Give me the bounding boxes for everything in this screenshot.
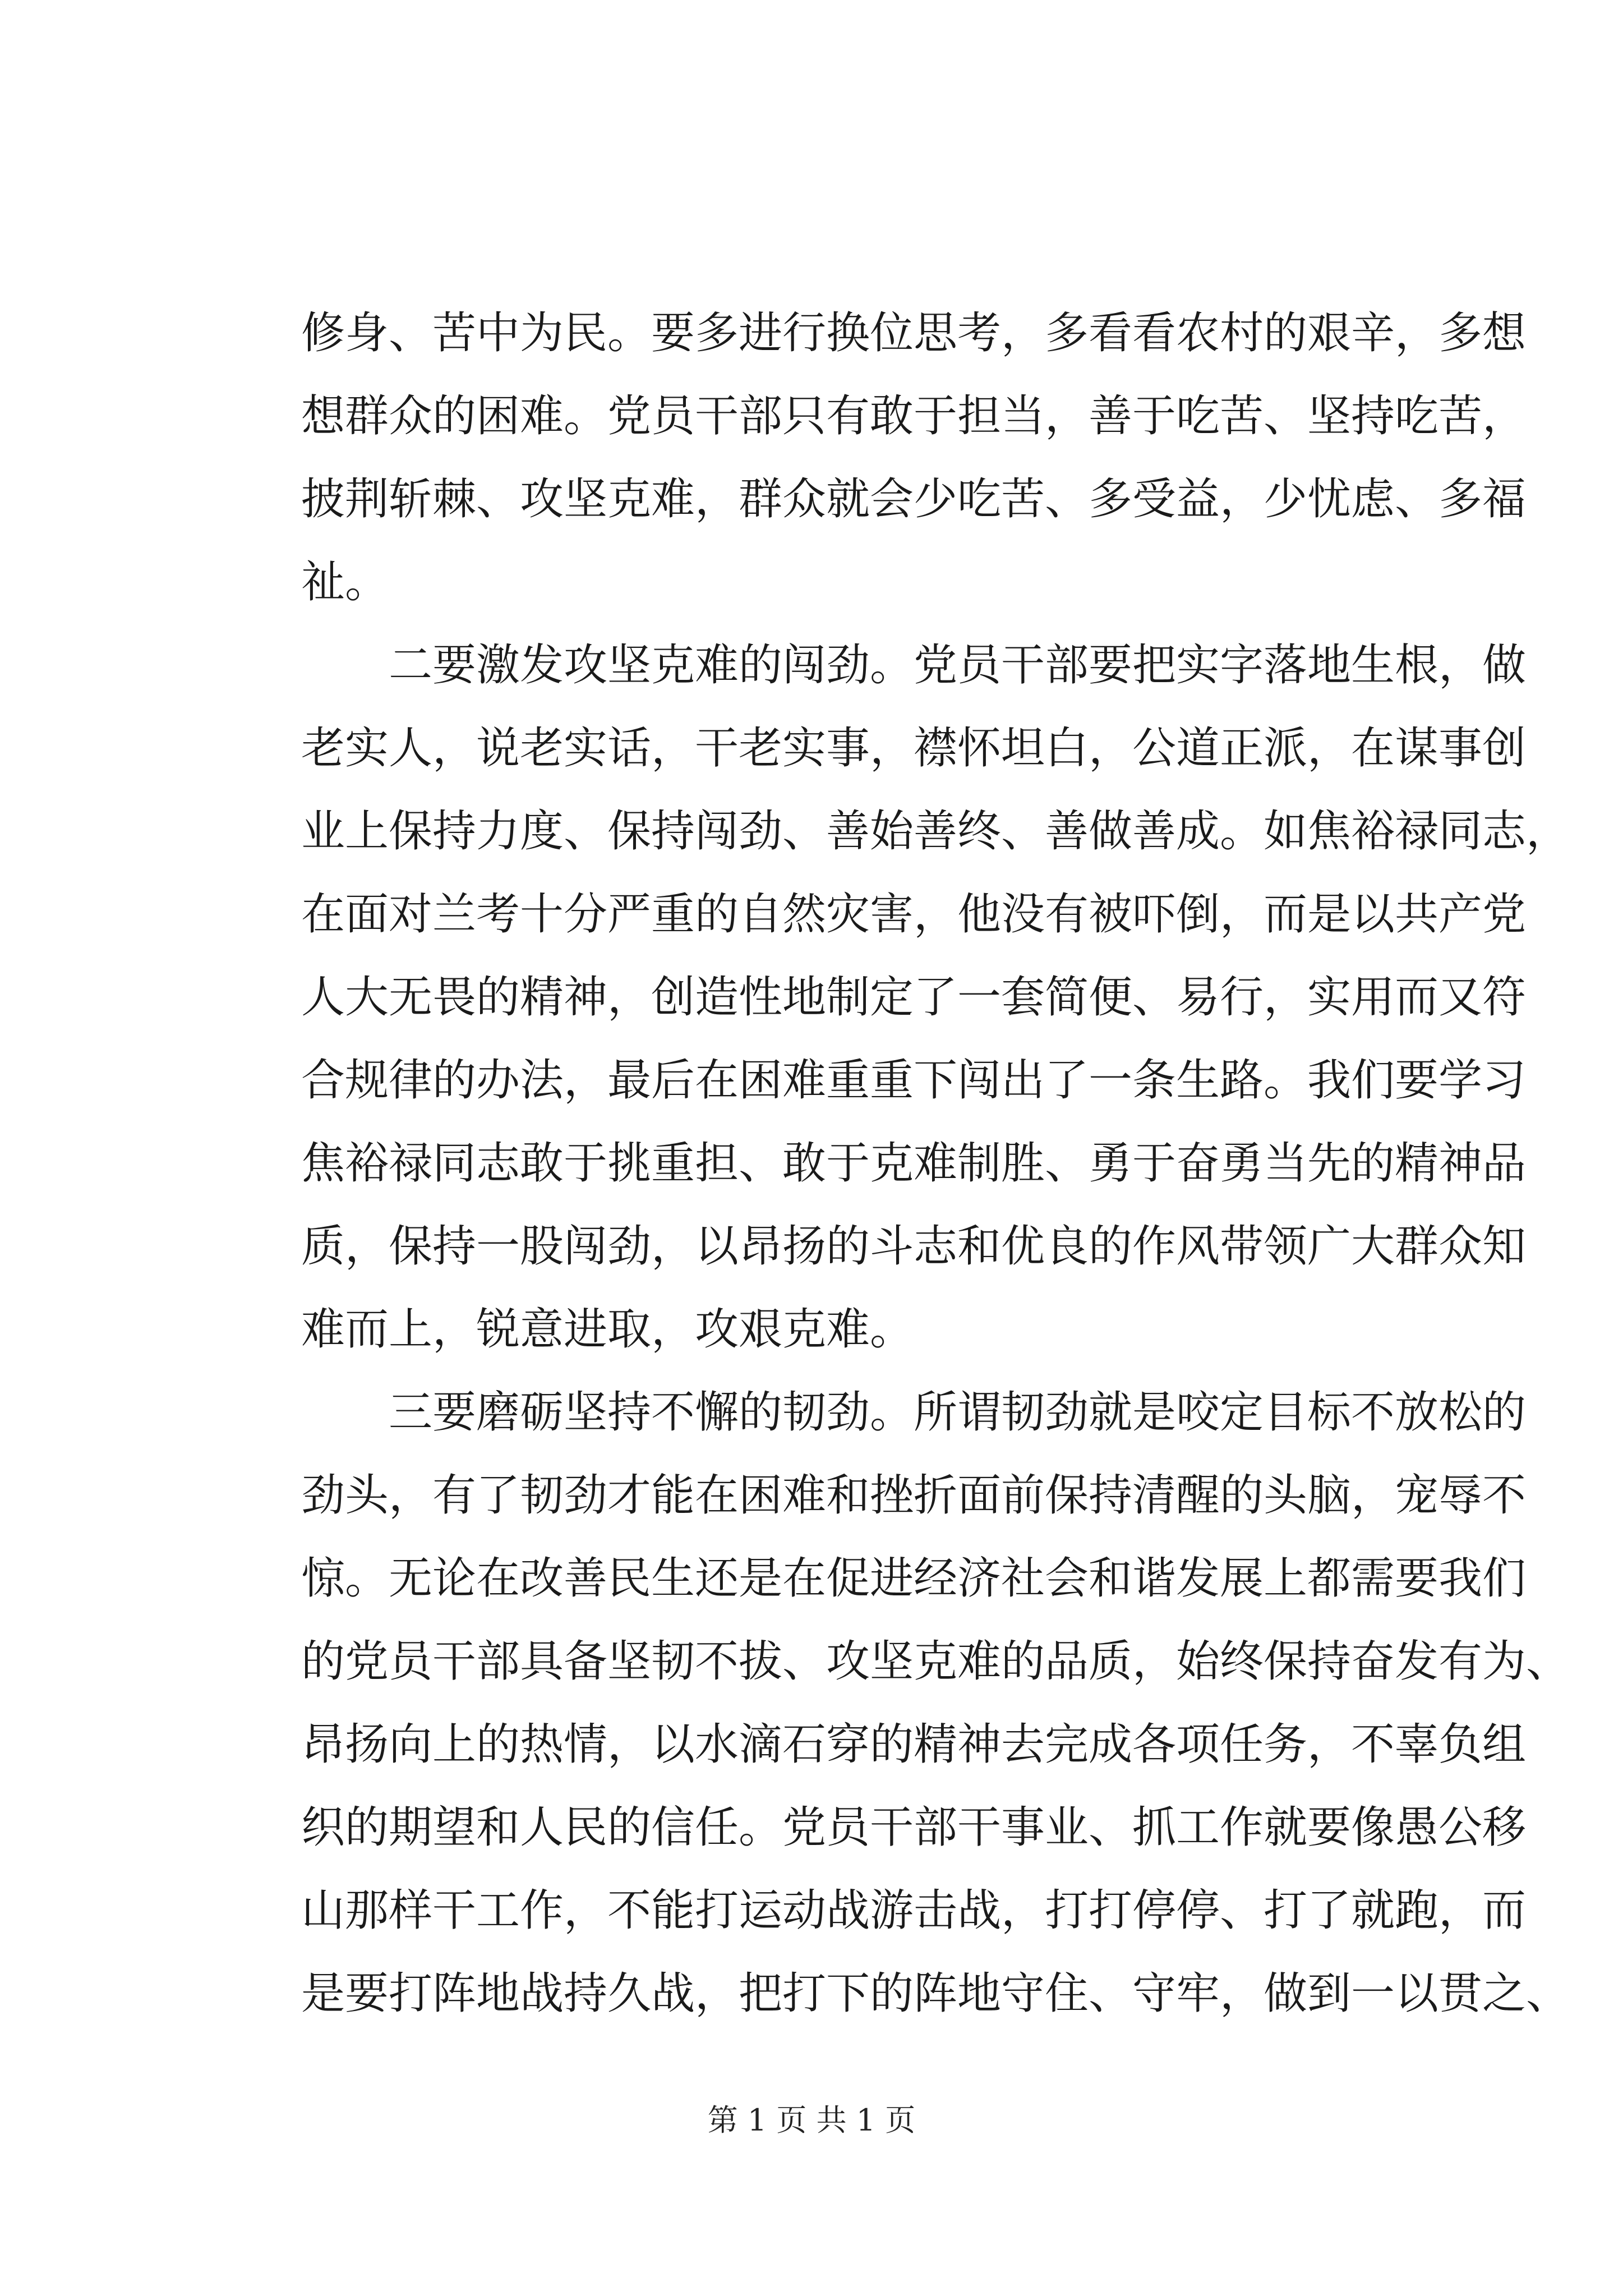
text-line: 劲头，有了韧劲才能在困难和挫折面前保持清醒的头脑，宠辱不 xyxy=(301,1470,1527,1521)
text-line: 惊。无论在改善民生还是在促进经济社会和谐发展上都需要我们 xyxy=(301,1553,1527,1604)
text-line: 织的期望和人民的信任。党员干部干事业、抓工作就要像愚公移 xyxy=(301,1802,1527,1853)
text-line: 山那样干工作，不能打运动战游击战，打打停停、打了就跑，而 xyxy=(301,1885,1527,1936)
text-line: 祉。 xyxy=(301,557,389,608)
text-line: 昂扬向上的热情，以水滴石穿的精神去完成各项任务，不辜负组 xyxy=(301,1719,1527,1770)
text-line: 想群众的困难。党员干部只有敢于担当，善于吃苦、坚持吃苦， xyxy=(301,391,1527,441)
document-body xyxy=(301,292,1570,2035)
text-line: 在面对兰考十分严重的自然灾害，他没有被吓倒，而是以共产党 xyxy=(301,889,1527,940)
text-line: 披荆斩棘、攻坚克难，群众就会少吃苦、多受益，少忧虑、多福 xyxy=(301,474,1527,524)
text-line: 的党员干部具备坚韧不拔、攻坚克难的品质，始终保持奋发有为、 xyxy=(301,1636,1570,1687)
paragraph-3 xyxy=(301,1371,1570,2035)
page-number-footer: 第 1 页 共 1 页 xyxy=(707,2102,916,2138)
text-line: 人大无畏的精神，创造性地制定了一套简便、易行，实用而又符 xyxy=(301,972,1527,1023)
text-line: 三要磨砺坚持不懈的韧劲。所谓韧劲就是咬定目标不放松的 xyxy=(389,1387,1527,1438)
text-line: 质，保持一股闯劲，以昂扬的斗志和优良的作风带领广大群众知 xyxy=(301,1221,1527,1272)
text-line: 合规律的办法，最后在困难重重下闯出了一条生路。我们要学习 xyxy=(301,1055,1527,1106)
paragraph-2 xyxy=(301,624,1570,1371)
text-line: 焦裕禄同志敢于挑重担、敢于克难制胜、勇于奋勇当先的精神品 xyxy=(301,1138,1527,1189)
text-line: 修身、苦中为民。要多进行换位思考，多看看农村的艰辛，多想 xyxy=(301,308,1527,358)
text-line: 老实人，说老实话，干老实事，襟怀坦白，公道正派，在谋事创 xyxy=(301,723,1527,774)
text-line: 是要打阵地战持久战，把打下的阵地守住、守牢，做到一以贯之、 xyxy=(301,1968,1570,2019)
paragraph-1 xyxy=(301,292,1527,624)
text-line: 业上保持力度、保持闯劲、善始善终、善做善成。如焦裕禄同志， xyxy=(301,806,1570,857)
text-line: 难而上，锐意进取，攻艰克难。 xyxy=(301,1304,914,1355)
text-line: 二要激发攻坚克难的闯劲。党员干部要把实字落地生根，做 xyxy=(389,640,1527,691)
